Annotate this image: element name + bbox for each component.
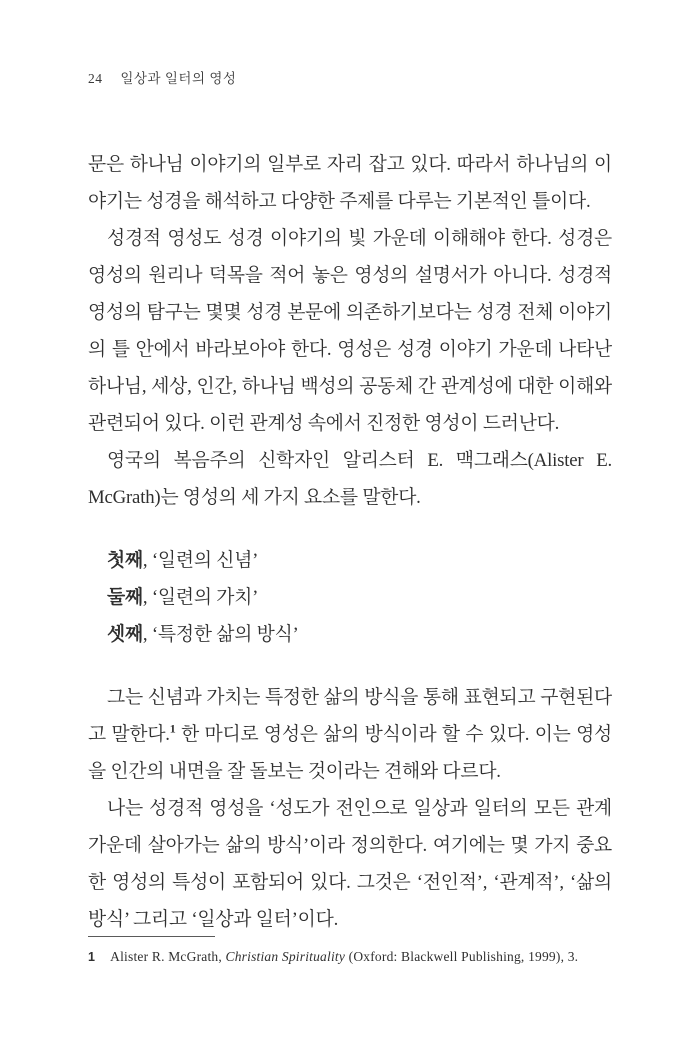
text-segment: 성경적 영성도 성경 이야기의 빛 가운데 이해해야 한다. 성경은 영성의 원리나 덕목을 적어 놓은 영성의 설명서가 아니다. 성경적 영성의 탐구는 몇몇 성경 본문에 의존하기보다는 성경 전체 이야기의 틀 안에서 바라보아야 한다. 영성은 성경 이야기 가운데 나타난 하나님, 세상, 인간, 하나님 백성의 공동체 간 관계성에 대한 이해와 관련되어 있다. 이런 관계성 속에서 진정한 영성이 드러난다. [88,228,612,434]
list-item-lead: 둘째 [107,587,143,608]
footnote [88,947,612,967]
paragraph [88,146,612,220]
paragraph [88,790,612,938]
text-segment: 한 마디로 영성은 삶의 방식이라 할 수 있다. 이는 영성을 인간의 내면을 잘 돌보는 것이라는 견해와 다르다. [88,724,612,782]
text-segment: 문은 하나님 이야기의 일부로 자리 잡고 있다. 따라서 하나님의 이야기는 성경을 해석하고 다양한 주제를 다루는 기본적인 틀이다. [88,154,612,212]
text-segment: Christian Spirituality [225,949,346,964]
running-title: 일상과 일터의 영성 [120,71,237,86]
paragraph [88,442,612,516]
list-item: 셋째, ‘특정한 삶의 방식’ [107,624,299,645]
paragraph [88,679,612,790]
footnote-marker: 1 [88,950,96,964]
footnote-area [88,936,612,967]
paragraph [88,220,612,442]
list-item: 둘째, ‘일련의 가치’ [107,587,259,608]
footnote-reference: 1 [169,721,176,736]
list-item-lead: 첫째 [107,550,143,571]
text-segment: 그는 신념과 가치는 특정한 삶의 방식을 통해 표현되고 구현된다고 말한다. [88,687,612,745]
text-segment: Alister R. McGrath, [110,949,226,964]
text-segment: 나는 성경적 영성을 ‘성도가 전인으로 일상과 일터의 모든 관계 가운데 살아가는 삶의 방식’이라 정의한다. 여기에는 몇 가지 중요한 영성의 특성이 포함되어 있다. 그것은 ‘전인적’, ‘관계적’, ‘삶의 방식’ 그리고 ‘일상과 일터’이다. [88,798,612,930]
footnote-text [110,947,578,966]
body-text [88,146,612,938]
text-segment: 영국의 복음주의 신학자인 알리스터 E. 맥그래스(Alister E. McGrath)는 영성의 세 가지 요소를 말한다. [88,450,612,508]
text-segment: (Oxford: Blackwell Publishing, 1999), 3. [345,949,579,964]
three-elements-list [88,542,612,653]
list-item-lead: 셋째 [107,624,143,645]
list-item: 첫째, ‘일련의 신념’ [107,550,259,571]
page-number: 24 [88,71,103,86]
running-header [88,67,236,87]
footnote-rule [88,936,215,937]
